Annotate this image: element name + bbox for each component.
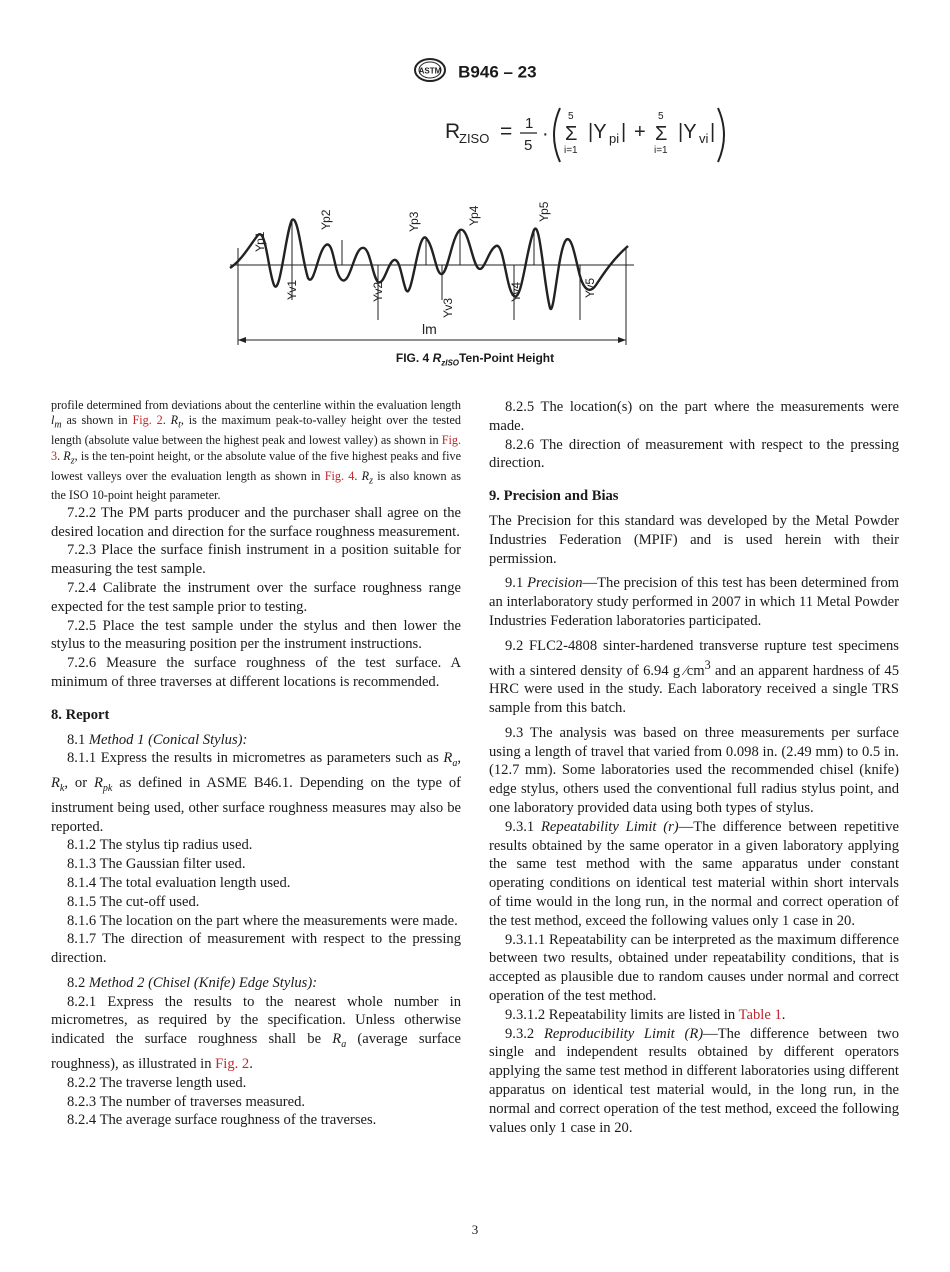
- designation: B946 – 23: [458, 62, 537, 82]
- svg-text:|: |: [621, 121, 627, 143]
- formula-term2: |Y: [678, 121, 697, 143]
- link-fig4[interactable]: Fig. 4: [324, 468, 355, 483]
- para-7-2-4: 7.2.4 Calibrate the instrument over the surface roughness range expected for the test sample prior to testing.: [51, 579, 461, 615]
- para-8-1-1: 8.1.1 Express the results in micrometres as parameters such as $R_a$, $R_k$, or $R_{pk}$ as defined in ASME B46.1. Depending on the type of instrument being used, other surface roughness measures may also be reported.: [51, 750, 461, 835]
- paragraph-intro: profile determined from deviations about the centerline within the evaluation length $l_m$ as shown in Fig. 2. $R_t$, is the maximum peak-to-valley height over the tested length (absolute value between the highest peak and lowest valley) as shown in Fig. 3. $R_z$, is the ten-point height, or the absolute value of the five highest peaks and five lowest valleys over the evaluation length as shown in Fig. 4. $R_z$ is also known as the ISO 10-point height parameter.: [51, 398, 461, 503]
- para-7-2-3: 7.2.3 Place the surface finish instrument in a position suitable for measuring the test sample.: [51, 542, 461, 578]
- para-8-2-3: 8.2.3 The number of traverses measured.: [67, 1093, 306, 1110]
- para-7-2-5: 7.2.5 Place the test sample under the stylus and then lower the stylus to the measuring position per the instrument instructions.: [51, 617, 461, 653]
- label-lm: lm: [422, 321, 437, 337]
- link-table1[interactable]: Table 1: [738, 1006, 782, 1023]
- formula-lhs-sub: ZISO: [459, 131, 490, 146]
- para-8-1-6: 8.1.6 The location on the part where the measurements were made.: [67, 912, 458, 929]
- link-fig2-b[interactable]: Fig. 2: [215, 1055, 250, 1072]
- para-8-2-5: 8.2.5 The location(s) on the part where the measurements were made.: [489, 399, 899, 434]
- para-8-1-7: 8.1.7 The direction of measurement with respect to the pressing direction.: [51, 931, 461, 967]
- link-fig3[interactable]: Fig. 3: [51, 433, 461, 463]
- sum2-icon: Σ: [655, 123, 668, 145]
- para-8-2-6: 8.2.6 The direction of measurement with respect to the pressing direction.: [489, 436, 899, 472]
- formula-plus: +: [634, 121, 646, 143]
- sum1-bot: i=1: [564, 145, 578, 156]
- rziso-formula: [440, 100, 740, 170]
- para-7-2-6: 7.2.6 Measure the surface roughness of the test surface. A minimum of three traverses at different locations is recommended.: [51, 655, 461, 690]
- formula-eq: =: [500, 120, 513, 143]
- para-7-2-2: 7.2.2 The PM parts producer and the purchaser shall agree on the desired location and direction for the surface roughness measurement.: [51, 504, 461, 540]
- astm-logo-icon: [413, 57, 447, 88]
- para-8-1-3: 8.1.3 The Gaussian filter used.: [67, 856, 246, 873]
- para-9-3-1-1: 9.3.1.1 Repeatability can be interpreted as the maximum difference between two results, obtained under repeatability conditions, that is accepted as plausible due to random causes under normal and correct operation of the test method.: [489, 931, 899, 1004]
- para-9-intro: The Precision for this standard was developed by the Metal Powder Industries Federation (MPIF) and is used herein with their permission.: [489, 512, 899, 567]
- formula-frac-den: 5: [524, 137, 533, 154]
- formula-dot: ·: [542, 123, 549, 145]
- formula-term1-sub: pi: [609, 131, 620, 146]
- label-yp5: Yp5: [537, 201, 551, 222]
- para-8-2: 8.2 Method 2 (Chisel (Knife) Edge Stylus):: [67, 974, 318, 991]
- formula-term2-sub: vi: [699, 131, 709, 146]
- label-yv2: Yv2: [371, 281, 385, 302]
- svg-text:ASTM: ASTM: [419, 66, 442, 76]
- label-yp3: Yp3: [407, 211, 421, 232]
- label-yv5: Yv5: [583, 277, 597, 298]
- para-9-1: 9.1 Precision—The precision of this test has been determined from an interlaboratory study performed in 2007 in which 11 Metal Powder Industries Federation laboratories participated.: [489, 575, 899, 629]
- left-column: [51, 398, 461, 1130]
- para-8-2-2: 8.2.2 The traverse length used.: [67, 1074, 247, 1091]
- section-8-heading: 8. Report: [51, 706, 110, 723]
- para-8-1-2: 8.1.2 The stylus tip radius used.: [67, 837, 253, 854]
- svg-text:|: |: [710, 121, 716, 143]
- label-yp2: Yp2: [319, 209, 333, 230]
- para-8-2-4: 8.2.4 The average surface roughness of the traverses.: [67, 1112, 377, 1129]
- sum2-bot: i=1: [654, 145, 668, 156]
- label-yp4: Yp4: [467, 205, 481, 226]
- fig4-diagram: [222, 190, 642, 350]
- para-9-3-1-2: 9.3.1.2 Repeatability limits are listed in Table 1.: [505, 1006, 786, 1023]
- label-yv4: Yv4: [509, 281, 523, 302]
- para-9-3-1: 9.3.1 Repeatability Limit (r)—The difference between repetitive results obtained by the same operator in a given laboratory applying the same test method with the same apparatus under constant operating conditions on identical test material within short intervals of time would in the long run, in the normal and correct operation of the test method, exceed the following values only 1 case in 20.: [489, 818, 899, 929]
- formula-frac-num: 1: [525, 115, 534, 132]
- figure-caption: FIG. 4 $R_{zISO}Ten$-Point Height: [395, 351, 555, 368]
- sum1-icon: Σ: [565, 123, 578, 145]
- sum1-top: 5: [568, 111, 574, 122]
- formula-term1: |Y: [588, 121, 607, 143]
- para-8-1-4: 8.1.4 The total evaluation length used.: [67, 874, 291, 891]
- right-column: [489, 398, 899, 1137]
- page-number: 3: [471, 1222, 479, 1237]
- label-yv3: Yv3: [441, 297, 455, 318]
- para-8-2-1: 8.2.1 Express the results to the nearest whole number in micrometres, as required by the specification. Unless otherwise indicated the surface roughness shall be $R_a$ (average surface roughness), as illustrated in Fig. 2.: [51, 993, 461, 1072]
- section-9-heading: 9. Precision and Bias: [489, 488, 619, 505]
- formula-lhs: R: [445, 120, 461, 143]
- para-9-3-2: 9.3.2 Reproducibility Limit (R)—The difference between two single and independent results obtained by different operators applying the same test method in different laboratories using different apparatus on identical test material would, in the long run, in the normal and correct operation of the test method, exceed the following values only 1 case in 20.: [489, 1025, 899, 1136]
- sum2-top: 5: [658, 111, 664, 122]
- para-8-1: 8.1 Method 1 (Conical Stylus):: [67, 731, 248, 748]
- page-header: [0, 57, 950, 88]
- para-9-2: 9.2 FLC2-4808 sinter-hardened transverse rupture test specimens with a sintered density of 6.94 g $⁄cm^3$ and an apparent hardness of 45 HRC were used in the study. Each laboratory received a single TRS sample from this batch.: [489, 637, 899, 717]
- para-9-3: 9.3 The analysis was based on three measurements per surface using a length of travel that varied from 0.098 in. (2.49 mm) to 0.5 in. (12.7 mm). Some laboratories used the recommended chisel (knife) edge stylus, others used the conventional full radius stylus point, and one laboratory provided data using both types of stylus.: [489, 724, 899, 816]
- label-yp1: Yp1: [253, 231, 267, 252]
- para-8-1-5: 8.1.5 The cut-off used.: [67, 893, 200, 910]
- label-yv1: Yv1: [285, 279, 299, 300]
- link-fig2[interactable]: Fig. 2: [132, 413, 163, 428]
